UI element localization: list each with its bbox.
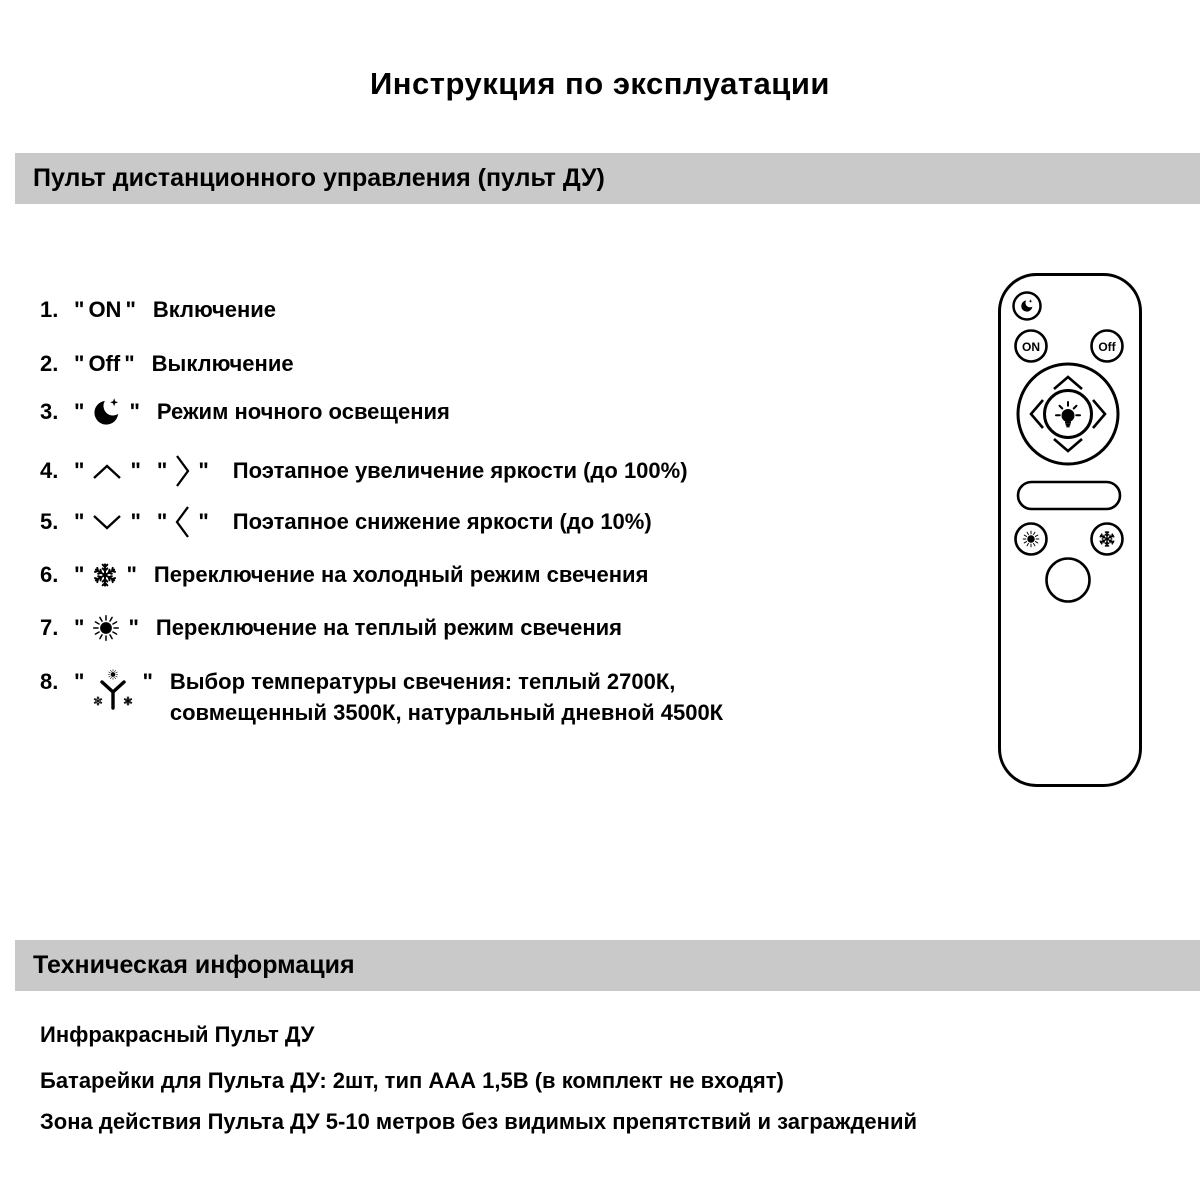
quote-mark: "	[74, 615, 85, 640]
section-header-tech-text: Техническая информация	[33, 951, 355, 979]
quote-mark: "	[124, 351, 135, 376]
quote-mark: "	[128, 615, 139, 640]
item-number: 6.	[40, 562, 59, 587]
button-key-off: Off	[88, 351, 121, 376]
quote-mark: "	[74, 562, 85, 587]
remote-on-label: ON	[1022, 340, 1040, 354]
quote-mark: "	[74, 399, 85, 424]
chevron-up-icon	[91, 463, 123, 480]
section-header-tech	[15, 940, 1200, 991]
item-label: Поэтапное увеличение яркости (до 100%)	[232, 458, 688, 483]
remote-bottom-button	[1047, 559, 1090, 602]
item-label-line1: Выбор температуры свечения: теплый 2700К,	[169, 669, 676, 694]
item-label: Переключение на теплый режим свечения	[155, 615, 623, 640]
snowflake-icon	[91, 561, 119, 589]
list-item-night-mode	[40, 396, 450, 428]
tech-info-line: Батарейки для Пульта ДУ: 2шт, тип ААА 1,5В (в комплект не входят)	[40, 1068, 784, 1093]
item-number: 7.	[40, 615, 59, 640]
remote-pill-button	[1018, 482, 1120, 509]
item-number: 3.	[40, 399, 59, 424]
page-title: Инструкция по эксплуатации	[370, 66, 830, 101]
chevron-right-icon	[174, 453, 191, 489]
section-header-remote-text: Пульт дистанционного управления (пульт ДУ)	[33, 164, 605, 192]
list-item-brightness-down	[40, 504, 652, 540]
color-temp-icon	[91, 668, 135, 714]
tech-info-line: Инфракрасный Пульт ДУ	[40, 1022, 315, 1047]
item-label: Режим ночного освещения	[156, 399, 450, 424]
item-number: 5.	[40, 509, 59, 534]
chevron-down-icon	[91, 514, 123, 531]
quote-mark: "	[74, 458, 85, 483]
remote-cold-button	[1092, 524, 1123, 555]
quote-mark: "	[125, 297, 136, 322]
list-item-color-temp	[40, 666, 723, 728]
quote-mark: "	[74, 509, 85, 534]
quote-mark: "	[156, 458, 168, 483]
item-number: 2.	[40, 351, 59, 376]
remote-night-button	[1014, 293, 1041, 320]
button-key-on: ON	[88, 297, 122, 322]
sun-icon	[91, 613, 121, 643]
quote-mark: "	[126, 562, 137, 587]
quote-mark: "	[142, 669, 153, 694]
item-number: 4.	[40, 458, 59, 483]
item-number: 8.	[40, 669, 59, 694]
item-label: Выключение	[151, 351, 294, 376]
remote-off-button	[1092, 331, 1123, 362]
remote-illustration	[997, 272, 1143, 788]
item-label: Поэтапное снижение яркости (до 10%)	[232, 509, 652, 534]
remote-dpad	[1018, 364, 1118, 464]
quote-mark: "	[130, 458, 141, 483]
item-number: 1.	[40, 297, 59, 322]
item-label-line2: совмещенный 3500К, натуральный дневной 4500К	[169, 700, 724, 725]
tech-info-line: Зона действия Пульта ДУ 5-10 метров без видимых препятствий и заграждений	[40, 1109, 918, 1134]
remote-warm-button	[1016, 524, 1047, 555]
item-label: Включение	[152, 297, 277, 322]
quote-mark: "	[74, 351, 85, 376]
list-item-brightness-up	[40, 453, 688, 489]
list-item-off	[40, 348, 294, 380]
item-label	[170, 666, 723, 728]
quote-mark: "	[198, 458, 209, 483]
remote-off-label: Off	[1098, 340, 1116, 354]
remote-on-button	[1016, 331, 1047, 362]
quote-mark: "	[156, 509, 168, 534]
quote-mark: "	[198, 509, 209, 534]
moon-icon	[91, 397, 122, 428]
item-label: Переключение на холодный режим свечения	[153, 562, 649, 587]
list-item-on	[40, 294, 276, 326]
quote-mark: "	[74, 297, 85, 322]
section-header-remote	[15, 153, 1200, 204]
quote-mark: "	[129, 399, 140, 424]
chevron-left-icon	[174, 504, 191, 540]
list-item-warm-mode	[40, 612, 622, 644]
list-item-cold-mode	[40, 559, 648, 591]
quote-mark: "	[130, 509, 141, 534]
quote-mark: "	[74, 669, 85, 694]
